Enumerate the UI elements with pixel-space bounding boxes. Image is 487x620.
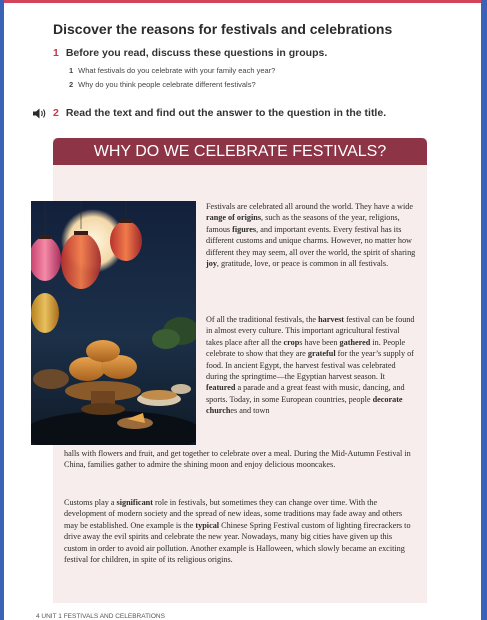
paragraph-3 <box>64 497 416 565</box>
key-word: significant <box>116 498 153 507</box>
question-1 <box>69 66 275 75</box>
task-2-instruction: Read the text and find out the answer to the question in the title. <box>65 107 387 119</box>
section-heading: Discover the reasons for festivals and celebrations <box>53 21 393 37</box>
question-2-number: 2 <box>69 80 74 89</box>
key-word: typical <box>195 520 220 530</box>
page-left-border <box>0 0 4 620</box>
task-1 <box>53 47 327 59</box>
text-run: Chinese Spring Festival custom of lighting firecrackers to drive away the evil spirits and celebrate the new year. Nowadays, many big cities have given up this custom in order to avoid air pollution. Another example is Halloween, which slowly became an exciting festival for children, in spite of its religious origins. <box>64 520 411 565</box>
task-1-number: 1 <box>53 47 59 59</box>
key-word: grateful <box>307 349 336 359</box>
key-word: joy <box>206 259 217 269</box>
task-2 <box>53 107 386 119</box>
text-run: halls with flowers and fruit, and get together to celebrate over a meal. During the Mid-Autumn Festival in China, families gather to admire the shining moon and enjoy delicious mooncakes. <box>64 449 411 470</box>
mooncake-lantern-photo <box>31 201 196 445</box>
key-word: featured <box>206 383 236 393</box>
key-word: decorate <box>372 394 403 404</box>
article-title: WHY DO WE CELEBRATE FESTIVALS? <box>53 138 427 165</box>
text-run: , such as the seasons of the year, religions, famous <box>206 213 400 234</box>
question-1-number: 1 <box>69 66 74 75</box>
text-run: Of all the traditional festivals, the <box>206 315 319 324</box>
text-run: role in festivals, but sometimes they can change over time. With the development of modern society and the spread of new ideas, some traditions may fade away and others may be established. One example is the <box>64 498 403 530</box>
text-run: for the year’s supply of food. In ancient Egypt, the harvest festival was celebrated during the springtime—the Egyptian harvest season. It <box>206 349 414 382</box>
text-run: festival can be found in almost every culture. This important agricultural festival takes place after all the <box>206 315 415 347</box>
text-run: a parade and a great feast with music, dancing, and sports. Today, in some European countries, people <box>206 383 405 404</box>
key-word: crop <box>283 337 300 347</box>
key-word: range of origins <box>206 213 262 223</box>
key-word: church <box>206 406 231 416</box>
page-footer: 4 UNIT 1 FESTIVALS AND CELEBRATIONS <box>36 613 165 620</box>
paragraph-1 <box>206 201 416 269</box>
page-right-border <box>481 0 487 620</box>
text-run: s have been <box>299 337 340 347</box>
question-2-text: Why do you think people celebrate different festivals? <box>78 80 256 89</box>
text-run: , and important events. Every festival has its different customs and unique charms. However, no matter how different they may seem, all over the world, the spirit of sharing <box>206 224 416 257</box>
key-word: gathered <box>339 337 371 347</box>
question-1-text: What festivals do you celebrate with your family each year? <box>78 66 276 75</box>
question-2 <box>69 80 256 89</box>
key-word: figures <box>232 224 257 234</box>
page-top-border <box>0 0 487 3</box>
paragraph-2-continued <box>64 448 416 471</box>
task-2-number: 2 <box>53 107 59 119</box>
text-run: Customs play a <box>64 498 117 507</box>
text-run: Festivals are celebrated all around the world. They have a wide <box>206 202 413 211</box>
key-word: harvest <box>318 315 345 324</box>
task-1-instruction: Before you read, discuss these questions in groups. <box>65 47 328 59</box>
text-run: in. People celebrate to show that they are <box>206 337 406 359</box>
paragraph-2 <box>206 314 416 417</box>
text-run: , gratitude, love, or peace is common in all festivals. <box>216 259 389 269</box>
speaker-icon[interactable] <box>33 108 47 119</box>
text-run: es and town <box>230 406 270 416</box>
